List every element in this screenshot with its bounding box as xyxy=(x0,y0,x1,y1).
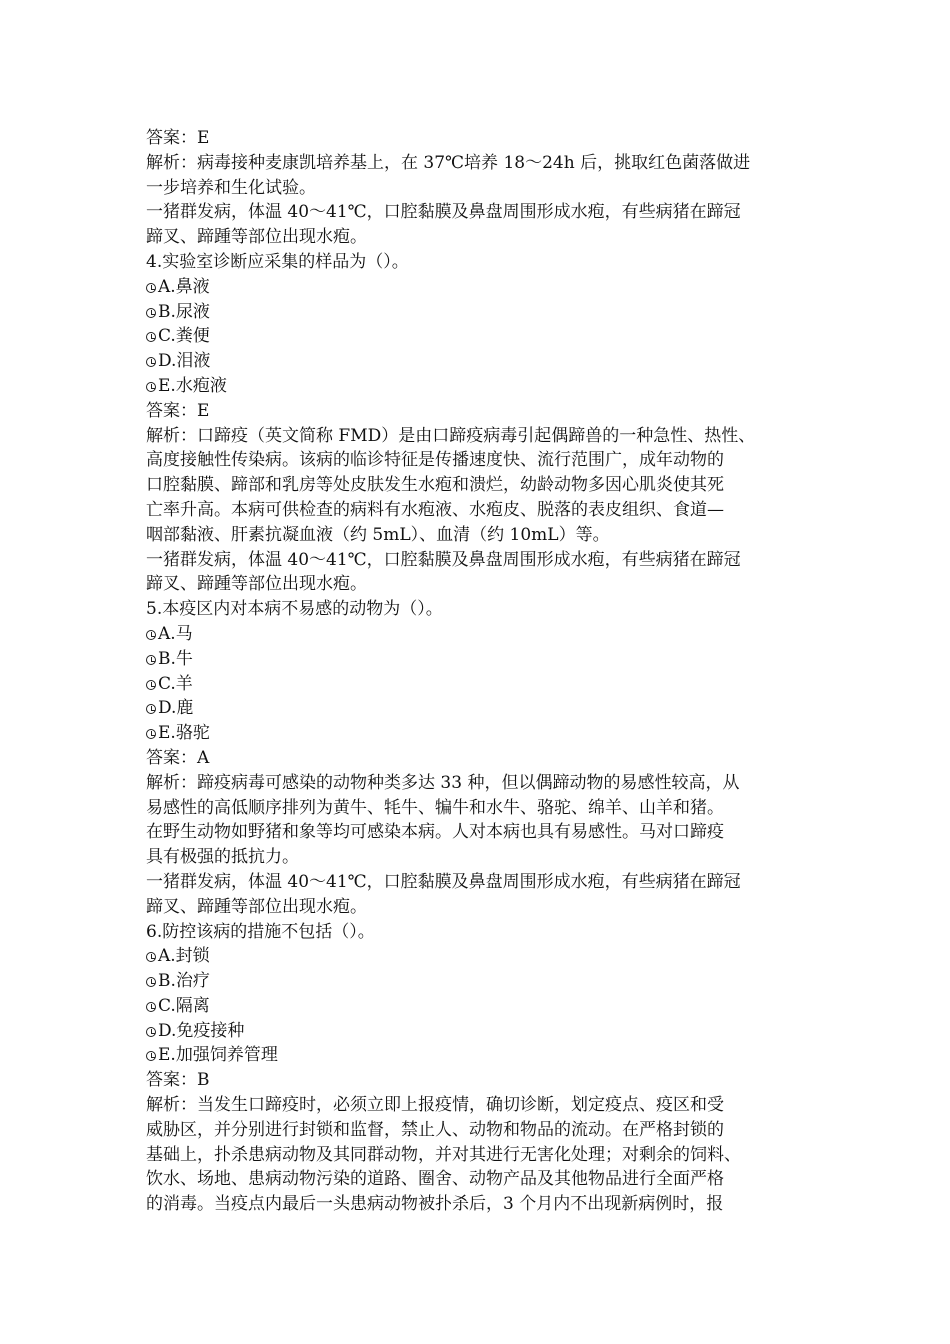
text-line: 答案：A xyxy=(146,747,210,768)
clock-icon xyxy=(146,729,156,739)
option-label: C.隔离 xyxy=(158,995,210,1016)
text-line: 解析：病毒接种麦康凯培养基上，在 37℃培养 18～24h 后，挑取红色菌落做进 xyxy=(146,152,751,173)
answer-option xyxy=(146,647,818,672)
option-label: B.治疗 xyxy=(158,971,210,992)
answer-option xyxy=(146,300,818,325)
option-label: A.封锁 xyxy=(158,946,210,967)
text-line: 饮水、场地、患病动物污染的道路、圈舍、动物产品及其他物品进行全面严格 xyxy=(146,1169,724,1190)
text-line: 4.实验室诊断应采集的样品为（）。 xyxy=(146,251,409,272)
option-label: E.加强饲养管理 xyxy=(158,1045,278,1066)
text-line: 咽部黏液、肝素抗凝血液（约 5mL）、血清（约 10mL）等。 xyxy=(146,524,610,545)
answer-option xyxy=(146,1019,818,1044)
text-line: 高度接触性传染病。该病的临诊特征是传播速度快、流行范围广，成年动物的 xyxy=(146,450,724,471)
text-line: 答案：B xyxy=(146,1070,210,1091)
answer-option xyxy=(146,721,818,746)
option-label: C.羊 xyxy=(158,673,193,694)
text-line: 易感性的高低顺序排列为黄牛、牦牛、犏牛和水牛、骆驼、绵羊、山羊和猪。 xyxy=(146,797,724,818)
text-line: 解析：蹄疫病毒可感染的动物种类多达 33 种，但以偶蹄动物的易感性较高，从 xyxy=(146,772,740,793)
clock-icon xyxy=(146,952,156,962)
clock-icon xyxy=(146,332,156,342)
clock-icon xyxy=(146,357,156,367)
option-label: B.牛 xyxy=(158,648,193,669)
text-line: 一猪群发病，体温 40～41℃，口腔黏膜及鼻盘周围形成水疱，有些病猪在蹄冠 xyxy=(146,871,741,892)
clock-icon xyxy=(146,680,156,690)
text-line: 具有极强的抵抗力。 xyxy=(146,847,299,868)
text-line: 6.防控该病的措施不包括（）。 xyxy=(146,921,375,942)
text-line: 解析：当发生口蹄疫时，必须立即上报疫情，确切诊断，划定疫点、疫区和受 xyxy=(146,1095,724,1116)
text-line: 蹄叉、蹄踵等部位出现水疱。 xyxy=(146,227,367,248)
text-line: 在野生动物如野猪和象等均可感染本病。人对本病也具有易感性。马对口蹄疫 xyxy=(146,822,724,843)
option-label: D.泪液 xyxy=(158,351,211,372)
answer-option xyxy=(146,672,818,697)
text-line: 蹄叉、蹄踵等部位出现水疱。 xyxy=(146,896,367,917)
clock-icon xyxy=(146,655,156,665)
text-line: 一猪群发病，体温 40～41℃，口腔黏膜及鼻盘周围形成水疱，有些病猪在蹄冠 xyxy=(146,202,741,223)
answer-option xyxy=(146,944,818,969)
option-label: E.骆驼 xyxy=(158,723,210,744)
text-line: 答案：E xyxy=(146,400,210,421)
text-line: 威胁区，并分别进行封锁和监督，禁止人、动物和物品的流动。在严格封锁的 xyxy=(146,1119,724,1140)
clock-icon xyxy=(146,308,156,318)
answer-option xyxy=(146,994,818,1019)
option-label: A.马 xyxy=(158,623,193,644)
clock-icon xyxy=(146,630,156,640)
text-line: 口腔黏膜、蹄部和乳房等处皮肤发生水疱和溃烂，幼龄动物多因心肌炎使其死 xyxy=(146,475,724,496)
text-line: 蹄叉、蹄踵等部位出现水疱。 xyxy=(146,574,367,595)
answer-option xyxy=(146,969,818,994)
answer-option xyxy=(146,696,818,721)
answer-option xyxy=(146,324,818,349)
answer-option xyxy=(146,1043,818,1068)
text-line: 亡率升高。本病可供检查的病料有水疱液、水疱皮、脱落的表皮组织、食道— xyxy=(146,499,724,520)
text-line: 的消毒。当疫点内最后一头患病动物被扑杀后，3 个月内不出现新病例时，报 xyxy=(146,1194,724,1215)
clock-icon xyxy=(146,704,156,714)
text-line: 5.本疫区内对本病不易感的动物为（）。 xyxy=(146,599,443,620)
clock-icon xyxy=(146,1002,156,1012)
text-line: 解析：口蹄疫（英文简称 FMD）是由口蹄疫病毒引起偶蹄兽的一种急性、热性、 xyxy=(146,425,756,446)
answer-option xyxy=(146,622,818,647)
clock-icon xyxy=(146,977,156,987)
clock-icon xyxy=(146,1051,156,1061)
option-label: C.粪便 xyxy=(158,326,210,347)
text-line: 基础上，扑杀患病动物及其同群动物，并对其进行无害化处理；对剩余的饲料、 xyxy=(146,1144,741,1165)
option-label: D.鹿 xyxy=(158,698,194,719)
option-label: A.鼻液 xyxy=(158,276,210,297)
option-label: D.免疫接种 xyxy=(158,1020,245,1041)
text-line: 一步培养和生化试验。 xyxy=(146,177,316,198)
option-label: E.水疱液 xyxy=(158,375,227,396)
answer-option xyxy=(146,349,818,374)
clock-icon xyxy=(146,382,156,392)
answer-option xyxy=(146,374,818,399)
clock-icon xyxy=(146,283,156,293)
clock-icon xyxy=(146,1027,156,1037)
option-label: B.尿液 xyxy=(158,301,210,322)
text-line: 一猪群发病，体温 40～41℃，口腔黏膜及鼻盘周围形成水疱，有些病猪在蹄冠 xyxy=(146,549,741,570)
text-line: 答案：E xyxy=(146,128,210,148)
answer-option xyxy=(146,275,818,300)
